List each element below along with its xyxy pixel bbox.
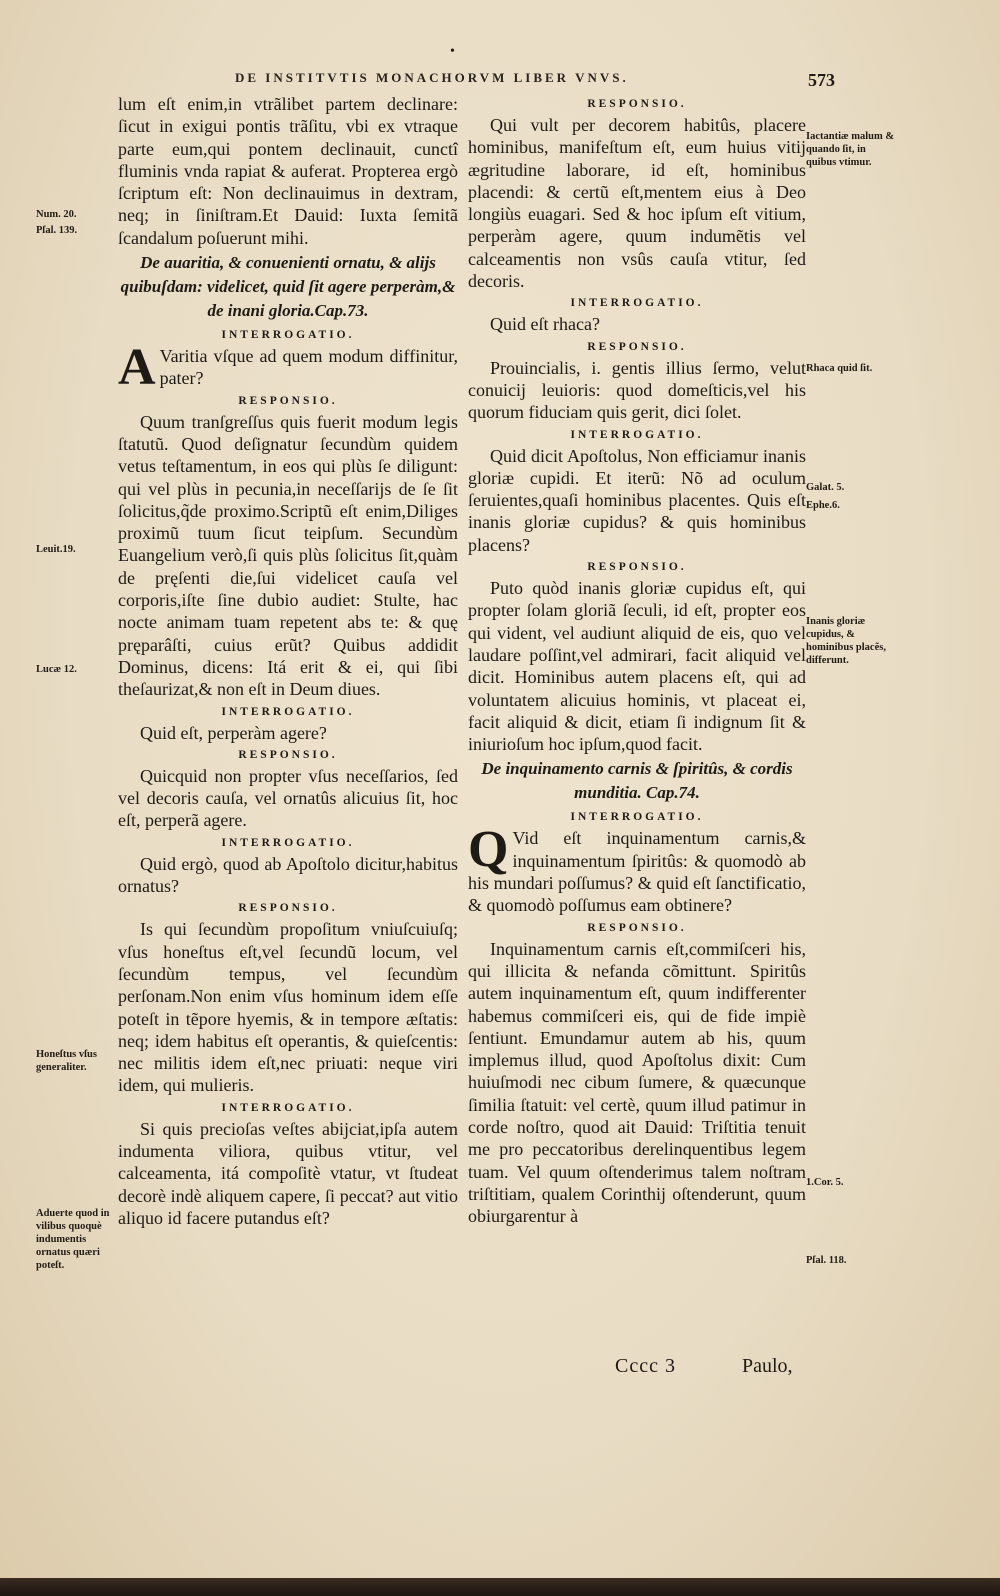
page-edge [0, 1578, 1000, 1596]
margin-note: Iactantiæ malum & quando ſit, in quibus vtimur. [806, 131, 895, 168]
question: Quid eſt, perperàm agere? [140, 722, 327, 743]
chapter-heading: De auaritia, & conuenienti ornatu, & alijs quibuſdam: videlicet, quid ſit agere perperàm,& de inani gloria.Cap.73. [120, 253, 456, 321]
margin-note: Honeſtus vſus generaliter. [36, 1049, 97, 1073]
margin-note: Pſal. 139. [36, 225, 78, 236]
responsio-label: RESPONSIO. [238, 748, 338, 761]
chapter-heading: De inquinamento carnis & ſpiritûs, & cordis munditia. Cap.74. [481, 759, 793, 803]
interrogatio-label: INTERROGATIO. [570, 297, 704, 310]
question [468, 821, 806, 916]
question [118, 339, 458, 397]
answer: Quicquid non propter vſus neceſſarios, ſed vel decoris cauſa, vel ornatûs alicuius ſit, hoc eſt, perperã agere. [118, 765, 458, 831]
question: Quid eſt rhaca? [490, 314, 600, 335]
responsio-label: RESPONSIO. [238, 394, 338, 407]
margin-note: Pſal. 118. [806, 1255, 847, 1266]
responsio-label: RESPONSIO. [238, 902, 338, 915]
drop-cap: A [118, 339, 156, 397]
margin-note: Galat. 5. [806, 482, 845, 493]
margin-note: 1.Cor. 5. [806, 1177, 844, 1188]
answer: Qui vult per decorem habitûs, placere hominibus, manifeſtum eſt, eum huius vitij ægritudine laborare, id eſt, hominibus placendi: & certũ eſt,mentem eius à Deo longiùs euagari. Sed & hoc ipſum eſt vitium, perperàm agere, quum indumẽtis vel calceamentis non vsûs cauſa vtitur, ſed decoris. [468, 115, 806, 292]
question: Si quis precioſas veſtes abijciat,ipſa autem indumenta viliora, quibus vtitur, vel calceamenta, itá compoſitè vtatur, vt ſtudeat decorè indè aliquem capere, ſi peccat? aut vitio aliquo id facere putandus eſt? [118, 1118, 458, 1228]
signature-mark: Cccc 3 [615, 1355, 676, 1377]
responsio-label: RESPONSIO. [587, 340, 687, 353]
interrogatio-label: INTERROGATIO. [221, 836, 355, 849]
answer: Puto quòd inanis gloriæ cupidus eſt, qui propter ſolam gloriã ſeculi, id eſt, propter eos qui vident, vel audiunt aliquid de eis, quo vel laudare poſſint,vel admirari, facit aliquid vel dicit. Hominibus autem placens eſt, qui ad voluntatem alicuius hominis, vt placeat ei, facit aliquid & dicit, etiam ſi indignum ſit & iniurioſum hoc ipſum,quod facit. [468, 578, 806, 755]
answer: Is qui ſecundùm propoſitum vniuſcuiuſq; vſus honeſtus eſt,vel ſecundũ locum, vel ſecundùm tempus, vel ſecundùm perſonam.Non enim vſus hominum idem eſſe poteſt in tẽpore hyemis, & in tempore æſtatis: neq; idem habitus eſt operantis, & quieſcentis: nec militis idem eſt,nec priuati: neque viri idem, qui mulieris. [118, 919, 458, 1096]
interrogatio-label: INTERROGATIO. [221, 705, 355, 718]
responsio-label: RESPONSIO. [587, 921, 687, 934]
margin-note: Ephe.6. [806, 500, 840, 511]
paragraph: lum eſt enim,in vtrãlibet partem declinare: ſicut in exigui pontis trãſitu, vbi ex vtraque parte eum,qui pontem declinauit, cunctî fluminis vnda rapiat & auferat. Propterea ergò ſcriptum eſt: Non declinauimus in dextram, neq; in ſiniſtram.Et Dauid: Iuxta ſemitã ſcandalum poſuerunt mihi. [118, 94, 458, 248]
left-column [118, 93, 458, 1229]
interrogatio-label: INTERROGATIO. [570, 428, 704, 441]
drop-cap: Q [468, 821, 509, 879]
interrogatio-label: INTERROGATIO. [570, 811, 704, 824]
responsio-label: RESPONSIO. [587, 98, 687, 110]
running-title: DE INSTITVTIS MONACHORVM LIBER VNVS. [235, 70, 629, 85]
margin-note: Aduerte quod in vilibus quoquè indumentis ornatus quæri poteſt. [36, 1208, 110, 1271]
margin-note: Leuit.19. [36, 544, 76, 555]
responsio-label: RESPONSIO. [587, 561, 687, 574]
question: Quid ergò, quod ab Apoſtolo dicitur,habitus ornatus? [118, 853, 458, 897]
header-ornament: • [450, 44, 455, 59]
margin-note: Inanis gloriæ cupidus, & hominibus placẽs, differunt. [806, 616, 886, 666]
interrogatio-label: INTERROGATIO. [221, 329, 355, 342]
answer: Prouincialis, i. gentis illius ſermo, velut conuicij leuioris: quod domeſticis,vel his quorum fiduciam quis gerit, dici ſolet. [468, 357, 806, 423]
question: Quid dicit Apoſtolus, Non efficiamur inanis gloriæ cupidi. Et iterũ: Nõ ad oculum ſeruientes,quaſi hominibus placentes. Quis eſt inanis gloriæ cupidus? & quis hominibus placens? [468, 445, 806, 555]
margin-note: Lucæ 12. [36, 664, 77, 675]
right-column [468, 93, 806, 1227]
answer: Inquinamentum carnis eſt,commiſceri his, qui illicita & nefanda cõmittunt. Spiritûs autem inquinamentum eſt, quum indifferenter habemus commiſceri eis, qui de fide impiè ſentiunt. Emundamur autem ab his, quum implemus illud, quod Apoſtolus dixit: Cum huiuſmodi nec cibum ſumere, & quæcunque ſimilia ſtatuit: vel certè, quum illud patimur in corde noſtro, quod ait Dauid: Triſtitia tenuit me pro peccatoribus derelinquentibus legem tuam. Vel quum oſtenderimus talem noſtram triſtitiam, qualem Corinthij oſtenderunt, quum obiurgarentur à [468, 938, 806, 1227]
margin-note: Num. 20. [36, 209, 77, 220]
margin-note: Rhaca quid ſit. [806, 363, 873, 374]
answer: Quum tranſgreſſus quis fuerit modum legis ſtatutũ. Quod deſignatur ſecundùm quidem vetus teſtamentum, in eos qui plùs ſe diligunt: qui vel plùs in pecunia,in neceſſarijs de ſe ſit ſolicitus,q̃de proximo.Scriptũ eſt enim,Diliges proximũ tuum ſicut teipſum. Secundùm Euangelium verò,ſi quis plùs ſolicitus ſit,quàm de pręſenti die,ſui videlicet cauſa vel corporis,iſte ſine dubio audiet: Stulte, hac nocte animam tuam repetent abs te: & quę pręparâſti, cuius erũt? Quibus addidit Dominus, dicens: Itá erit & ei, qui ſibi theſaurizat,& non eſt in Deum diues. [118, 411, 458, 700]
catchword: Paulo, [742, 1355, 793, 1377]
question-text: Varitia vſque ad quem modum diffinitur, pater? [159, 346, 458, 389]
interrogatio-label: INTERROGATIO. [221, 1101, 355, 1114]
question-text: Vid eſt inquinamentum carnis,& inquinamentum ſpiritûs: & quomodò ab his mundari poſſumus? & quid eſt ſanctificatio, & quomodò poſſumus eam obtinere? [468, 828, 806, 916]
page-number: 573 [808, 70, 835, 90]
